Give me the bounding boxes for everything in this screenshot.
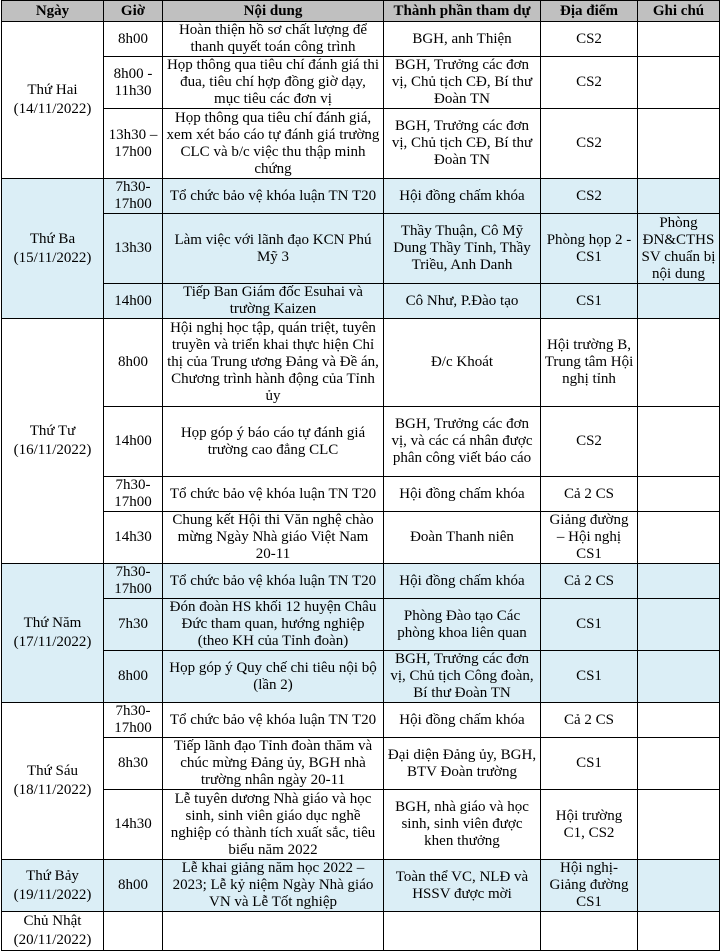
time-cell: 8h00: [104, 319, 163, 407]
table-row: [2, 179, 720, 214]
location-cell: CS2: [541, 407, 638, 477]
content-cell: Tổ chức bảo vệ khóa luận TN T20: [163, 477, 384, 512]
time-cell: 7h30- 17h00: [104, 564, 163, 599]
content-cell: Lễ khai giảng năm học 2022 – 2023; Lễ kỷ niệm Ngày Nhà giáo VN và Lễ Tốt nghiệp: [163, 860, 384, 912]
note-cell: Phòng ĐN&CTHS SV chuẩn bị nội dung: [638, 214, 720, 284]
day-cell: [2, 564, 104, 703]
content-cell: Làm việc với lãnh đạo KCN Phú Mỹ 3: [163, 214, 384, 284]
note-cell: [638, 477, 720, 512]
location-cell: CS2: [541, 109, 638, 179]
participants-cell: Phòng Đào tạo Các phòng khoa liên quan: [384, 599, 541, 651]
location-cell: Hội nghị- Giảng đường CS1: [541, 860, 638, 912]
day-name: Thứ Tư: [29, 423, 76, 439]
schedule-body: [2, 22, 720, 951]
time-cell: 8h00: [104, 22, 163, 57]
note-cell: [638, 319, 720, 407]
content-cell: Hội nghị học tập, quán triệt, tuyên truyền và triển khai thực hiện Chỉ thị của Trung ương Đảng và Đề án, Chương trình hành động của Tỉnh ủy: [163, 319, 384, 407]
time-cell: 7h30: [104, 599, 163, 651]
content-cell: Họp góp ý báo cáo tự đánh giá trường cao đẳng CLC: [163, 407, 384, 477]
day-name: Thứ Năm: [23, 615, 82, 631]
day-date: (17/11/2022): [13, 634, 92, 650]
schedule-table: [1, 0, 720, 951]
participants-cell: Hội đồng chấm khóa: [384, 703, 541, 738]
time-cell: 13h30 – 17h00: [104, 109, 163, 179]
content-cell: Đón đoàn HS khối 12 huyện Châu Đức tham quan, hướng nghiệp (theo KH của Tỉnh đoàn): [163, 599, 384, 651]
day-date: (16/11/2022): [13, 442, 92, 458]
note-cell: [638, 179, 720, 214]
time-cell: 8h00: [104, 651, 163, 703]
day-cell: [2, 912, 104, 951]
table-row: [2, 109, 720, 179]
location-cell: Phòng họp 2 - CS1: [541, 214, 638, 284]
content-cell: Chung kết Hội thi Văn nghệ chào mừng Ngày Nhà giáo Việt Nam 20-11: [163, 512, 384, 564]
note-cell: [638, 284, 720, 319]
note-cell: [638, 790, 720, 860]
day-date: (14/11/2022): [13, 101, 92, 117]
day-cell: [2, 860, 104, 912]
note-cell: [638, 22, 720, 57]
content-cell: Tiếp Ban Giám đốc Esuhai và trường Kaizen: [163, 284, 384, 319]
content-cell: Tổ chức bảo vệ khóa luận TN T20: [163, 703, 384, 738]
time-cell: 8h00: [104, 860, 163, 912]
location-cell: CS2: [541, 179, 638, 214]
note-cell: [638, 703, 720, 738]
day-date: (15/11/2022): [13, 249, 92, 266]
note-cell: [638, 109, 720, 179]
time-cell: 13h30: [104, 214, 163, 284]
participants-cell: Hội đồng chấm khóa: [384, 179, 541, 214]
table-row: [2, 214, 720, 284]
location-cell: CS1: [541, 738, 638, 790]
participants-cell: Hội đồng chấm khóa: [384, 564, 541, 599]
table-row: [2, 564, 720, 599]
content-cell: Họp góp ý Quy chế chi tiêu nội bộ (lần 2): [163, 651, 384, 703]
location-cell: Cả 2 CS: [541, 564, 638, 599]
table-row: [2, 860, 720, 912]
participants-cell: BGH, Trưởng các đơn vị, và các cá nhân được phân công viết báo cáo: [384, 407, 541, 477]
location-cell: Hội trường C1, CS2: [541, 790, 638, 860]
location-cell: Cả 2 CS: [541, 477, 638, 512]
header-time: Giờ: [104, 1, 163, 22]
time-cell: 8h00 - 11h30: [104, 57, 163, 109]
table-row: [2, 703, 720, 738]
day-date: (19/11/2022): [13, 886, 92, 903]
location-cell: CS1: [541, 599, 638, 651]
header-note: Ghi chú: [638, 1, 720, 22]
location-cell: CS1: [541, 651, 638, 703]
participants-cell: Đại diện Đảng ủy, BGH, BTV Đoàn trường: [384, 738, 541, 790]
content-cell: Họp thông qua tiêu chí đánh giá, xem xét báo cáo tự đánh giá trường CLC và b/c việc thu thập minh chứng: [163, 109, 384, 179]
location-cell: Hội trường B, Trung tâm Hội nghị tỉnh: [541, 319, 638, 407]
content-cell: Lễ tuyên dương Nhà giáo và học sinh, sinh viên giáo dục nghề nghiệp có thành tích xuất sắc, tiêu biểu năm 2022: [163, 790, 384, 860]
note-cell: [638, 912, 720, 951]
day-name: Thứ Hai: [27, 82, 78, 98]
table-row: [2, 790, 720, 860]
table-row: [2, 599, 720, 651]
table-row: [2, 57, 720, 109]
note-cell: [638, 57, 720, 109]
table-row: [2, 738, 720, 790]
time-cell: 14h00: [104, 407, 163, 477]
day-cell: [2, 703, 104, 860]
header-day: Ngày: [2, 1, 104, 22]
participants-cell: BGH, anh Thiện: [384, 22, 541, 57]
header-participants: Thành phần tham dự: [384, 1, 541, 22]
note-cell: [638, 512, 720, 564]
participants-cell: BGH, nhà giáo và học sinh, sinh viên được khen thưởng: [384, 790, 541, 860]
day-name: Thứ Sáu: [26, 763, 79, 779]
location-cell: CS2: [541, 22, 638, 57]
content-cell: Họp thông qua tiêu chí đánh giá thi đua, tiêu chí hợp đồng giờ dạy, mục tiêu các đơn vị: [163, 57, 384, 109]
table-row: [2, 912, 720, 951]
participants-cell: Thầy Thuận, Cô Mỹ Dung Thầy Tỉnh, Thầy Triều, Anh Danh: [384, 214, 541, 284]
day-cell: [2, 319, 104, 564]
day-date: (20/11/2022): [13, 932, 92, 948]
time-cell: 14h30: [104, 512, 163, 564]
participants-cell: BGH, Trưởng các đơn vị, Chủ tịch CĐ, Bí thư Đoàn TN: [384, 109, 541, 179]
table-row: [2, 284, 720, 319]
table-row: [2, 512, 720, 564]
content-cell: [163, 912, 384, 951]
time-cell: 7h30- 17h00: [104, 477, 163, 512]
table-row: [2, 407, 720, 477]
content-cell: Hoàn thiện hồ sơ chất lượng để thanh quyết toán công trình: [163, 22, 384, 57]
location-cell: CS1: [541, 284, 638, 319]
day-name: Chủ Nhật: [23, 913, 82, 929]
header-row: [2, 1, 720, 22]
header-location: Địa điểm: [541, 1, 638, 22]
table-row: [2, 477, 720, 512]
location-cell: Giảng đường – Hội nghị CS1: [541, 512, 638, 564]
time-cell: 14h30: [104, 790, 163, 860]
content-cell: Tổ chức bảo vệ khóa luận TN T20: [163, 179, 384, 214]
participants-cell: BGH, Trưởng các đơn vị, Chủ tịch Công đoàn, Bí thư Đoàn TN: [384, 651, 541, 703]
note-cell: [638, 860, 720, 912]
day-cell: [2, 179, 104, 319]
table-row: [2, 22, 720, 57]
table-row: [2, 319, 720, 407]
content-cell: Tổ chức bảo vệ khóa luận TN T20: [163, 564, 384, 599]
day-date: (18/11/2022): [13, 782, 92, 798]
location-cell: Cả 2 CS: [541, 703, 638, 738]
time-cell: 8h30: [104, 738, 163, 790]
note-cell: [638, 738, 720, 790]
participants-cell: Cô Như, P.Đào tạo: [384, 284, 541, 319]
day-cell: [2, 22, 104, 179]
location-cell: CS2: [541, 57, 638, 109]
participants-cell: Toàn thể VC, NLĐ và HSSV được mời: [384, 860, 541, 912]
time-cell: 14h00: [104, 284, 163, 319]
header-content: Nội dung: [163, 1, 384, 22]
time-cell: 7h30- 17h00: [104, 179, 163, 214]
location-cell: [541, 912, 638, 951]
participants-cell: Hội đồng chấm khóa: [384, 477, 541, 512]
participants-cell: Đ/c Khoát: [384, 319, 541, 407]
note-cell: [638, 599, 720, 651]
time-cell: [104, 912, 163, 951]
note-cell: [638, 564, 720, 599]
table-row: [2, 651, 720, 703]
participants-cell: Đoàn Thanh niên: [384, 512, 541, 564]
content-cell: Tiếp lãnh đạo Tỉnh đoàn thăm và chúc mừng Đảng ủy, BGH nhà trường nhân ngày 20-11: [163, 738, 384, 790]
time-cell: 7h30- 17h00: [104, 703, 163, 738]
note-cell: [638, 651, 720, 703]
participants-cell: BGH, Trưởng các đơn vị, Chủ tịch CĐ, Bí thư Đoàn TN: [384, 57, 541, 109]
participants-cell: [384, 912, 541, 951]
note-cell: [638, 407, 720, 477]
day-name: Thứ Bảy: [26, 867, 79, 884]
day-name: Thứ Ba: [29, 230, 76, 247]
